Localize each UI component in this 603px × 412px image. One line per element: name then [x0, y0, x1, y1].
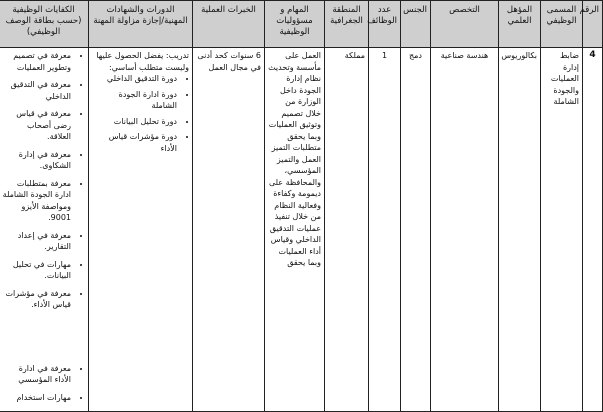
- cell-courses: [89, 48, 193, 412]
- cell-row-no: 4: [583, 48, 603, 412]
- header-specialization: التخصص: [431, 1, 499, 48]
- table-row: [0, 48, 603, 412]
- competencies-list: [2, 50, 85, 311]
- cell-competencies: [0, 48, 89, 412]
- list-item: • معرفة في التدقيق الداخلي: [2, 79, 71, 102]
- list-item: • معرفة في ادارة الأداء المؤسسي: [2, 363, 71, 386]
- list-item: • دورة تحليل البيانات: [92, 116, 177, 128]
- list-item: • معرفة في إعداد التقارير.: [2, 230, 71, 253]
- list-item: • معرفة في مؤشرات قياس الأداء.: [2, 288, 71, 311]
- list-item: • معرفة في قياس رضى أصحاب العلاقة.: [2, 108, 71, 143]
- cell-experience: 6 سنوات كحد أدنى في مجال العمل: [193, 48, 265, 412]
- cell-tasks: العمل على مأسسة وتحديث نظام إدارة الجودة داخل الوزارة من خلال تصميم وتوثيق العمليات وبما يحقق متطلبات التميز العمل والتميز المؤسسي، والمحافظة على ديمومة وكفاءة وفعالية النظام من خلال تنفيذ عمليات التدقيق الداخلي وقياس أداء العمليات وبما يحقق: [265, 48, 325, 412]
- list-item: • دورة ادارة الجودة الشاملة: [92, 89, 177, 112]
- header-job-title: المسمى الوظيفي: [541, 1, 583, 48]
- list-item: • معرفة في تصميم وتطوير العمليات: [2, 50, 71, 73]
- cell-gender: دمج: [401, 48, 431, 412]
- header-row-no: الرقم: [583, 1, 603, 48]
- list-item: • مهارات في تحليل البيانات.: [2, 259, 71, 282]
- list-item: • دورة مؤشرات قياس الأداء: [92, 131, 177, 154]
- cell-region: مملكة: [325, 48, 369, 412]
- header-competencies: الكفايات الوظيفية (حسب بطاقة الوصف الوظيفي): [0, 1, 89, 48]
- header-region: المنطقة الجغرافية: [325, 1, 369, 48]
- courses-intro: تدريب: يفضل الحصول عليها وليست متطلب أساسي:: [96, 51, 189, 72]
- header-row: [0, 1, 603, 48]
- list-item: • مهارات استخدام: [2, 392, 71, 404]
- cell-qualification: بكالوريوس: [499, 48, 541, 412]
- list-item: • معرفة بمتطلبات ادارة الجودة الشاملة ومواصفة الأيزو 9001.: [2, 178, 71, 224]
- header-courses: الدورات والشهادات المهنية/إجازة مزاولة المهنة: [89, 1, 193, 48]
- header-gender: الجنس: [401, 1, 431, 48]
- header-experience: الخبرات العملية: [193, 1, 265, 48]
- header-tasks: المهام و مسؤوليات الوظيفية: [265, 1, 325, 48]
- cell-job-title: ضابط إدارة العمليات والجودة الشاملة: [541, 48, 583, 412]
- cell-specialization: هندسة صناعية: [431, 48, 499, 412]
- header-count: عدد الوظائف: [369, 1, 401, 48]
- header-qualification: المؤهل العلمي: [499, 1, 541, 48]
- competencies-list-more: [2, 363, 85, 404]
- cell-count: 1: [369, 48, 401, 412]
- list-item: • معرفة في إدارة الشكاوى.: [2, 149, 71, 172]
- courses-list: [92, 73, 189, 154]
- list-item: • دورة التدقيق الداخلي: [92, 73, 177, 85]
